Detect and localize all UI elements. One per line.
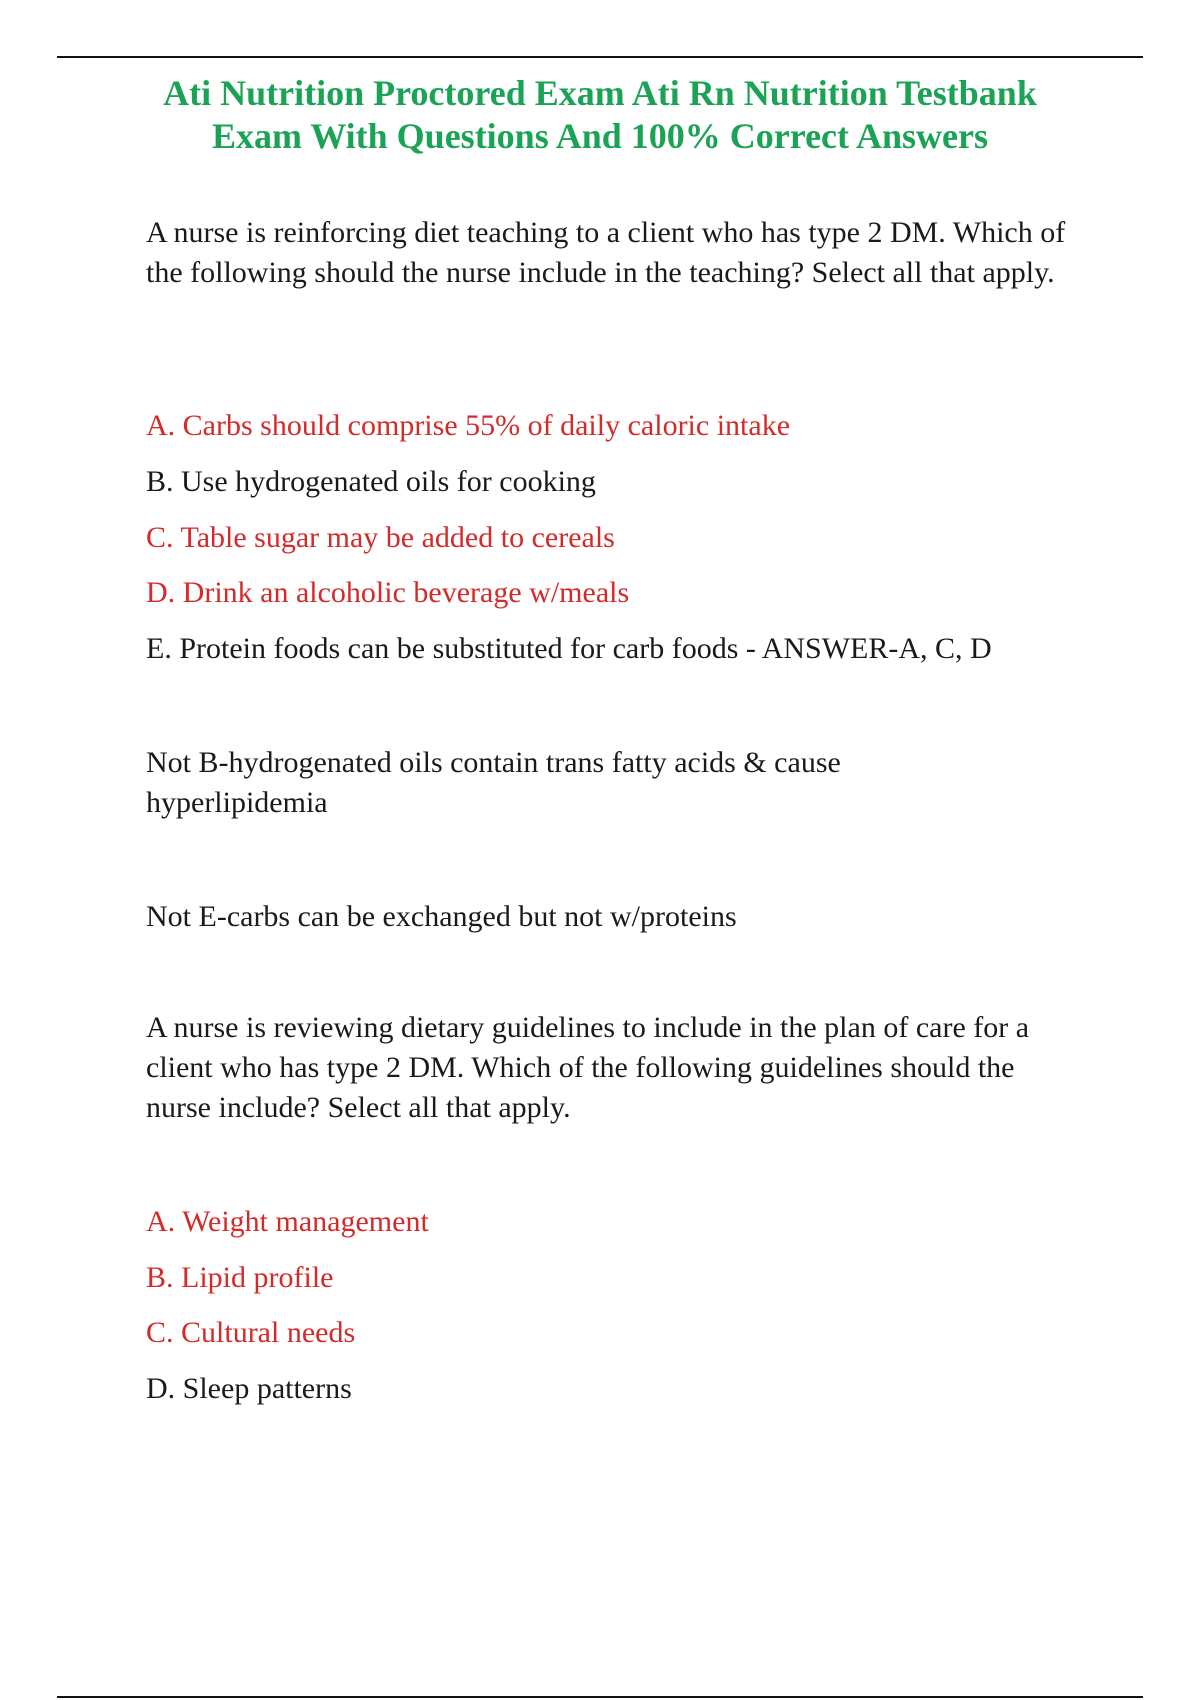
title-line-2: Exam With Questions And 100% Correct Answers [211, 116, 989, 156]
question-1-rationale-2-block [146, 897, 1086, 937]
question-2-option-a: A. Weight management [146, 1205, 429, 1238]
question-1-stem-block [146, 213, 1086, 293]
bottom-rule [57, 1696, 1143, 1698]
question-1-option-d: D. Drink an alcoholic beverage w/meals [146, 576, 630, 609]
question-1-option-e: E. Protein foods can be substituted for carb foods - ANSWER-A, C, D [146, 632, 992, 665]
question-1-stem: A nurse is reinforcing diet teaching to a client who has type 2 DM. Which of the following should the nurse include in the teaching? Select all that apply. [146, 216, 1066, 289]
question-1-option-a: A. Carbs should comprise 55% of daily caloric intake [146, 409, 791, 442]
question-1-rationale-1: Not B-hydrogenated oils contain trans fatty acids & cause hyperlipidemia [146, 746, 841, 819]
question-1-option-b: B. Use hydrogenated oils for cooking [146, 465, 596, 498]
question-1-rationale-1-block [146, 743, 906, 823]
question-2-option-d: D. Sleep patterns [146, 1372, 352, 1405]
top-rule [57, 56, 1143, 58]
document-title [120, 72, 1080, 158]
question-1-rationale-2: Not E-carbs can be exchanged but not w/proteins [146, 900, 737, 933]
question-2-stem-block [146, 1008, 1086, 1128]
question-2-stem: A nurse is reviewing dietary guidelines to include in the plan of care for a client who has type 2 DM. Which of the following guidelines should the nurse include? Select all that apply. [146, 1011, 1030, 1124]
question-1-option-c: C. Table sugar may be added to cereals [146, 521, 615, 554]
question-2-option-c: C. Cultural needs [146, 1316, 356, 1349]
question-2-option-b: B. Lipid profile [146, 1261, 334, 1294]
title-line-1: Ati Nutrition Proctored Exam Ati Rn Nutrition Testbank [163, 73, 1037, 113]
